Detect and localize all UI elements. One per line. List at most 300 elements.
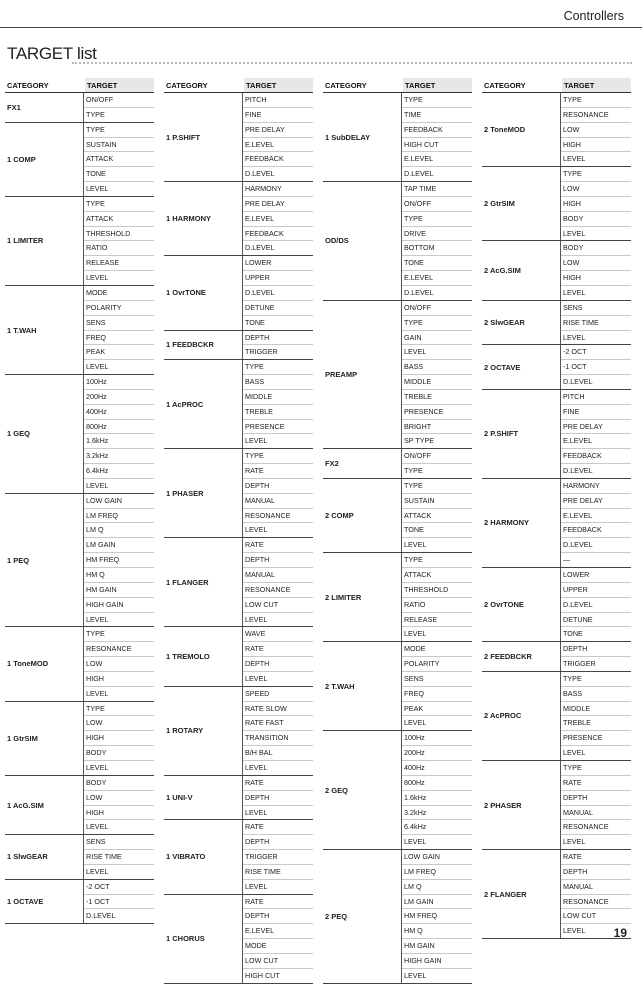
- category-label: 1 CHORUS: [166, 934, 205, 944]
- target-item: D.LEVEL: [86, 911, 116, 921]
- target-item: BODY: [561, 212, 631, 227]
- target-list: [401, 479, 472, 552]
- category-group: [482, 672, 631, 761]
- target-item: RATE: [561, 850, 631, 865]
- target-list: [83, 702, 154, 775]
- category-group: [482, 761, 631, 850]
- category-label: 2 GEQ: [325, 785, 348, 795]
- target-item: PRE DELAY: [561, 494, 631, 509]
- target-item: —: [563, 555, 571, 565]
- target-list: [242, 895, 313, 983]
- target-item: HIGH: [561, 271, 631, 286]
- category-group: [323, 731, 472, 850]
- target-list: [560, 390, 631, 478]
- target-item: TYPE: [561, 672, 631, 687]
- target-item: D.LEVEL: [404, 287, 434, 297]
- category-group: [5, 835, 154, 880]
- target-item: LEVEL: [563, 926, 586, 936]
- target-item: -1 OCT: [561, 360, 631, 375]
- target-item: MANUAL: [243, 568, 313, 583]
- target-item: LOWER: [243, 256, 313, 271]
- target-item: RESONANCE: [243, 583, 313, 598]
- target-list: [560, 241, 631, 299]
- target-item: MIDDLE: [561, 702, 631, 717]
- category-label: 2 COMP: [325, 511, 354, 521]
- category-group: [164, 820, 313, 894]
- target-item: SUSTAIN: [84, 138, 154, 153]
- category-label: 2 FLANGER: [484, 889, 527, 899]
- target-list: [242, 687, 313, 775]
- target-item: LOW CUT: [243, 954, 313, 969]
- target-item: B/H BAL: [243, 746, 313, 761]
- category-label: 2 ToneMOD: [484, 125, 526, 135]
- target-item: TYPE: [402, 212, 472, 227]
- category-label: FX1: [7, 102, 21, 112]
- target-item: 800Hz: [402, 776, 472, 791]
- target-item: LEVEL: [404, 837, 427, 847]
- target-item: RELEASE: [84, 256, 154, 271]
- target-list: [401, 449, 472, 478]
- category-header: CATEGORY: [325, 81, 367, 90]
- target-item: LEVEL: [245, 762, 268, 772]
- category-group: [5, 702, 154, 776]
- target-item: TYPE: [402, 479, 472, 494]
- target-list: [242, 538, 313, 626]
- category-label: OD/DS: [325, 236, 349, 246]
- target-item: 400Hz: [84, 405, 154, 420]
- target-item: SENS: [561, 301, 631, 316]
- target-item: LEVEL: [404, 970, 427, 980]
- target-item: HM FREQ: [402, 909, 472, 924]
- target-item: TRANSITION: [243, 731, 313, 746]
- target-item: TIME: [402, 108, 472, 123]
- target-item: BOTTOM: [402, 241, 472, 256]
- category-group: [482, 345, 631, 390]
- target-item: TYPE: [84, 702, 154, 717]
- target-item: LEVEL: [404, 540, 427, 550]
- section-label: Controllers: [563, 9, 624, 23]
- target-item: HIGH: [84, 672, 154, 687]
- target-list: [560, 93, 631, 166]
- category-label: 1 ROTARY: [166, 726, 204, 736]
- target-item: HIGH CUT: [402, 138, 472, 153]
- category-group: [5, 776, 154, 835]
- target-item: MODE: [243, 939, 313, 954]
- target-item: TYPE: [402, 93, 472, 108]
- target-item: TYPE: [561, 93, 631, 108]
- target-item: FEEDBACK: [561, 449, 631, 464]
- target-list: [242, 820, 313, 893]
- target-item: BASS: [402, 360, 472, 375]
- target-item: HM Q: [84, 568, 154, 583]
- target-list: [83, 627, 154, 700]
- category-group: [164, 895, 313, 984]
- target-item: LOW GAIN: [84, 494, 154, 509]
- target-item: E.LEVEL: [402, 152, 472, 167]
- target-item: D.LEVEL: [245, 169, 275, 179]
- target-item: LEVEL: [245, 525, 268, 535]
- target-item: TYPE: [243, 449, 313, 464]
- target-item: ON/OFF: [402, 449, 472, 464]
- category-group: [164, 93, 313, 182]
- category-label: 1 VIBRATO: [166, 852, 206, 862]
- category-group: [5, 494, 154, 628]
- target-list: [242, 360, 313, 448]
- target-item: RATE: [561, 776, 631, 791]
- target-item: LEVEL: [86, 480, 109, 490]
- category-header: CATEGORY: [166, 81, 208, 90]
- target-item: RESONANCE: [243, 509, 313, 524]
- target-list: [242, 627, 313, 685]
- target-list: [401, 93, 472, 181]
- target-item: LOW: [84, 716, 154, 731]
- target-item: LOW GAIN: [402, 850, 472, 865]
- category-group: [323, 449, 472, 479]
- target-item: RATE: [243, 642, 313, 657]
- category-group: [5, 286, 154, 375]
- target-header: TARGET: [403, 78, 472, 92]
- target-item: E.LEVEL: [243, 138, 313, 153]
- target-item: DRIVE: [402, 227, 472, 242]
- target-item: FREQ: [402, 687, 472, 702]
- target-item: LEVEL: [563, 154, 586, 164]
- target-item: DETUNE: [243, 301, 313, 316]
- category-group: [323, 553, 472, 642]
- target-item: LOW: [561, 123, 631, 138]
- target-item: PEAK: [84, 345, 154, 360]
- target-item: RISE TIME: [243, 865, 313, 880]
- target-item: ON/OFF: [402, 301, 472, 316]
- target-item: LEVEL: [86, 762, 109, 772]
- category-group: [482, 301, 631, 346]
- target-item: HIGH GAIN: [84, 598, 154, 613]
- target-item: WAVE: [243, 627, 313, 642]
- target-item: 1.6kHz: [84, 434, 154, 449]
- target-item: DEPTH: [243, 479, 313, 494]
- target-list: [560, 345, 631, 389]
- target-item: TYPE: [402, 316, 472, 331]
- target-item: D.LEVEL: [561, 538, 631, 553]
- target-item: FREQ: [84, 331, 154, 346]
- category-label: 2 AcPROC: [484, 711, 522, 721]
- target-list: [83, 197, 154, 285]
- target-item: DEPTH: [243, 909, 313, 924]
- target-item: GAIN: [402, 331, 472, 346]
- table-header: [5, 78, 154, 93]
- target-item: LM FREQ: [402, 865, 472, 880]
- category-label: 2 GtrSIM: [484, 199, 515, 209]
- target-item: ON/OFF: [84, 93, 154, 108]
- category-group: [482, 642, 631, 672]
- target-item: 6.4kHz: [84, 464, 154, 479]
- target-item: -1 OCT: [84, 895, 154, 910]
- target-item: LM Q: [402, 880, 472, 895]
- target-item: SUSTAIN: [402, 494, 472, 509]
- target-item: TONE: [245, 317, 265, 327]
- category-label: 1 T.WAH: [7, 325, 37, 335]
- target-item: MANUAL: [561, 880, 631, 895]
- category-label: 2 SlwGEAR: [484, 318, 525, 328]
- target-item: LOW CUT: [561, 909, 631, 924]
- target-item: THRESHOLD: [84, 227, 154, 242]
- category-label: 1 FLANGER: [166, 577, 209, 587]
- target-item: FEEDBACK: [243, 152, 313, 167]
- category-label: 1 SubDELAY: [325, 132, 371, 142]
- target-list: [242, 331, 313, 360]
- target-item: LOW: [561, 182, 631, 197]
- target-list: [242, 93, 313, 181]
- table-header: [482, 78, 631, 93]
- target-item: DEPTH: [243, 657, 313, 672]
- target-item: TONE: [84, 167, 154, 182]
- target-item: ATTACK: [84, 152, 154, 167]
- target-list: [83, 880, 154, 924]
- target-item: HM GAIN: [402, 939, 472, 954]
- page-title: TARGET list: [7, 44, 97, 63]
- target-item: MANUAL: [561, 806, 631, 821]
- target-item: RATE: [243, 776, 313, 791]
- category-label: 1 HARMONY: [166, 214, 212, 224]
- target-item: LOW: [84, 657, 154, 672]
- category-label: 2 AcG.SIM: [484, 266, 521, 276]
- target-list: [83, 835, 154, 879]
- target-item: ATTACK: [84, 212, 154, 227]
- target-list: [560, 301, 631, 345]
- target-item: TYPE: [402, 553, 472, 568]
- target-item: TAP TIME: [402, 182, 472, 197]
- target-item: MIDDLE: [402, 375, 472, 390]
- header-rule: [0, 27, 642, 28]
- target-item: MODE: [84, 286, 154, 301]
- target-item: LEVEL: [86, 362, 109, 372]
- category-label: 1 PEQ: [7, 555, 30, 565]
- target-item: RATE SLOW: [243, 702, 313, 717]
- category-group: [5, 123, 154, 197]
- target-item: POLARITY: [402, 657, 472, 672]
- category-label: 2 HARMONY: [484, 518, 530, 528]
- target-item: MODE: [402, 642, 472, 657]
- target-item: E.LEVEL: [561, 509, 631, 524]
- target-item: RATIO: [402, 598, 472, 613]
- category-label: 2 T.WAH: [325, 681, 355, 691]
- category-group: [164, 182, 313, 256]
- target-item: DEPTH: [243, 791, 313, 806]
- category-group: [482, 390, 631, 479]
- category-label: 2 P.SHIFT: [484, 429, 519, 439]
- target-list: [560, 761, 631, 849]
- target-item: 100Hz: [84, 375, 154, 390]
- category-group: [323, 850, 472, 984]
- target-item: D.LEVEL: [243, 286, 313, 301]
- target-list: [83, 375, 154, 493]
- target-item: LEVEL: [563, 332, 586, 342]
- target-item: RESONANCE: [561, 820, 631, 835]
- category-label: 1 GtrSIM: [7, 733, 38, 743]
- target-item: LEVEL: [563, 748, 586, 758]
- target-item: HM GAIN: [84, 583, 154, 598]
- target-item: TRIGGER: [245, 347, 278, 357]
- target-item: HM FREQ: [84, 553, 154, 568]
- category-group: [482, 241, 631, 300]
- title-dotted-rule: [72, 62, 632, 64]
- category-label: 1 UNI-V: [166, 793, 193, 803]
- target-item: DETUNE: [561, 613, 631, 628]
- target-item: SENS: [84, 835, 154, 850]
- target-item: DEPTH: [243, 553, 313, 568]
- target-item: DEPTH: [561, 642, 631, 657]
- target-item: RISE TIME: [84, 850, 154, 865]
- target-item: -2 OCT: [84, 880, 154, 895]
- category-label: 1 ToneMOD: [7, 659, 49, 669]
- category-label: 2 PEQ: [325, 911, 348, 921]
- category-group: [164, 360, 313, 449]
- category-label: 1 TREMOLO: [166, 652, 210, 662]
- target-item: ATTACK: [402, 568, 472, 583]
- target-item: MIDDLE: [243, 390, 313, 405]
- target-item: HIGH: [561, 197, 631, 212]
- target-item: E.LEVEL: [402, 271, 472, 286]
- category-label: 2 OvrTONE: [484, 600, 524, 610]
- target-item: PRESENCE: [243, 420, 313, 435]
- target-item: THRESHOLD: [402, 583, 472, 598]
- target-table-column-4: [482, 78, 631, 939]
- target-item: LEVEL: [86, 866, 109, 876]
- target-item: SENS: [402, 672, 472, 687]
- target-header: TARGET: [85, 78, 154, 92]
- target-item: LEVEL: [402, 345, 472, 360]
- target-item: HARMONY: [561, 479, 631, 494]
- target-item: LEVEL: [86, 614, 109, 624]
- category-group: [164, 627, 313, 686]
- target-item: TYPE: [404, 466, 423, 476]
- target-item: TONE: [563, 629, 583, 639]
- target-item: DEPTH: [243, 835, 313, 850]
- target-item: E.LEVEL: [243, 212, 313, 227]
- target-list: [401, 182, 472, 300]
- category-label: 1 AcPROC: [166, 399, 204, 409]
- target-item: TRIGGER: [563, 659, 596, 669]
- target-item: TYPE: [561, 761, 631, 776]
- target-item: LEVEL: [563, 287, 586, 297]
- category-group: [5, 880, 154, 925]
- target-item: PRE DELAY: [243, 197, 313, 212]
- category-group: [5, 197, 154, 286]
- target-item: 800Hz: [84, 420, 154, 435]
- target-item: HIGH: [84, 731, 154, 746]
- target-item: HIGH: [84, 806, 154, 821]
- target-item: BASS: [561, 687, 631, 702]
- category-group: [482, 93, 631, 167]
- target-item: FINE: [243, 108, 313, 123]
- target-list: [560, 672, 631, 760]
- category-label: 1 P.SHIFT: [166, 132, 201, 142]
- target-item: 400Hz: [402, 761, 472, 776]
- target-item: POLARITY: [84, 301, 154, 316]
- target-list: [83, 776, 154, 834]
- target-item: LM FREQ: [84, 509, 154, 524]
- target-table-column-2: [164, 78, 313, 984]
- target-list: [83, 93, 154, 122]
- category-group: [5, 93, 154, 123]
- target-item: BODY: [84, 776, 154, 791]
- target-list: [83, 286, 154, 374]
- category-label: 1 PHASER: [166, 488, 204, 498]
- target-item: LEVEL: [245, 614, 268, 624]
- target-item: 3.2kHz: [402, 806, 472, 821]
- target-item: RESONANCE: [561, 895, 631, 910]
- target-item: MANUAL: [243, 494, 313, 509]
- target-item: HIGH GAIN: [402, 954, 472, 969]
- category-label: 1 OvrTONE: [166, 288, 206, 298]
- category-label: 1 LIMITER: [7, 236, 44, 246]
- target-list: [401, 553, 472, 641]
- category-group: [323, 642, 472, 731]
- target-item: LEVEL: [245, 807, 268, 817]
- target-item: D.LEVEL: [563, 466, 593, 476]
- target-item: -2 OCT: [561, 345, 631, 360]
- target-item: LM GAIN: [84, 538, 154, 553]
- target-list: [560, 850, 631, 938]
- table-header: [164, 78, 313, 93]
- target-item: PRESENCE: [402, 405, 472, 420]
- page-number: 19: [613, 926, 627, 940]
- target-item: PRE DELAY: [561, 420, 631, 435]
- target-item: TYPE: [561, 167, 631, 182]
- target-item: TYPE: [84, 123, 154, 138]
- target-item: 200Hz: [84, 390, 154, 405]
- target-item: TREBLE: [561, 716, 631, 731]
- target-item: LEVEL: [563, 837, 586, 847]
- target-item: 6.4kHz: [402, 820, 472, 835]
- target-item: RISE TIME: [561, 316, 631, 331]
- category-group: [323, 182, 472, 301]
- target-item: 100Hz: [402, 731, 472, 746]
- target-item: LM GAIN: [402, 895, 472, 910]
- target-item: TONE: [402, 256, 472, 271]
- target-list: [242, 256, 313, 329]
- target-item: D.LEVEL: [404, 169, 434, 179]
- category-label: 1 FEEDBCKR: [166, 340, 214, 350]
- target-table-column-3: [323, 78, 472, 984]
- target-item: RATE: [243, 464, 313, 479]
- target-list: [401, 301, 472, 448]
- category-group: [482, 479, 631, 568]
- target-item: 3.2kHz: [84, 449, 154, 464]
- target-list: [401, 731, 472, 849]
- target-item: TREBLE: [243, 405, 313, 420]
- table-header: [323, 78, 472, 93]
- target-item: SPEED: [243, 687, 313, 702]
- category-label: 2 PHASER: [484, 800, 522, 810]
- target-item: FEEDBACK: [561, 523, 631, 538]
- target-item: LEVEL: [563, 228, 586, 238]
- target-item: D.LEVEL: [563, 377, 593, 387]
- target-header: TARGET: [244, 78, 313, 92]
- target-item: HIGH: [561, 138, 631, 153]
- category-header: CATEGORY: [484, 81, 526, 90]
- category-group: [164, 687, 313, 776]
- target-item: TYPE: [86, 109, 105, 119]
- category-label: 1 OCTAVE: [7, 896, 44, 906]
- target-item: FEEDBACK: [243, 227, 313, 242]
- category-group: [323, 301, 472, 449]
- target-item: SP TYPE: [404, 436, 435, 446]
- target-header: TARGET: [562, 78, 631, 92]
- target-item: FEEDBACK: [402, 123, 472, 138]
- category-group: [5, 375, 154, 494]
- target-list: [560, 479, 631, 567]
- target-item: LEVEL: [86, 688, 109, 698]
